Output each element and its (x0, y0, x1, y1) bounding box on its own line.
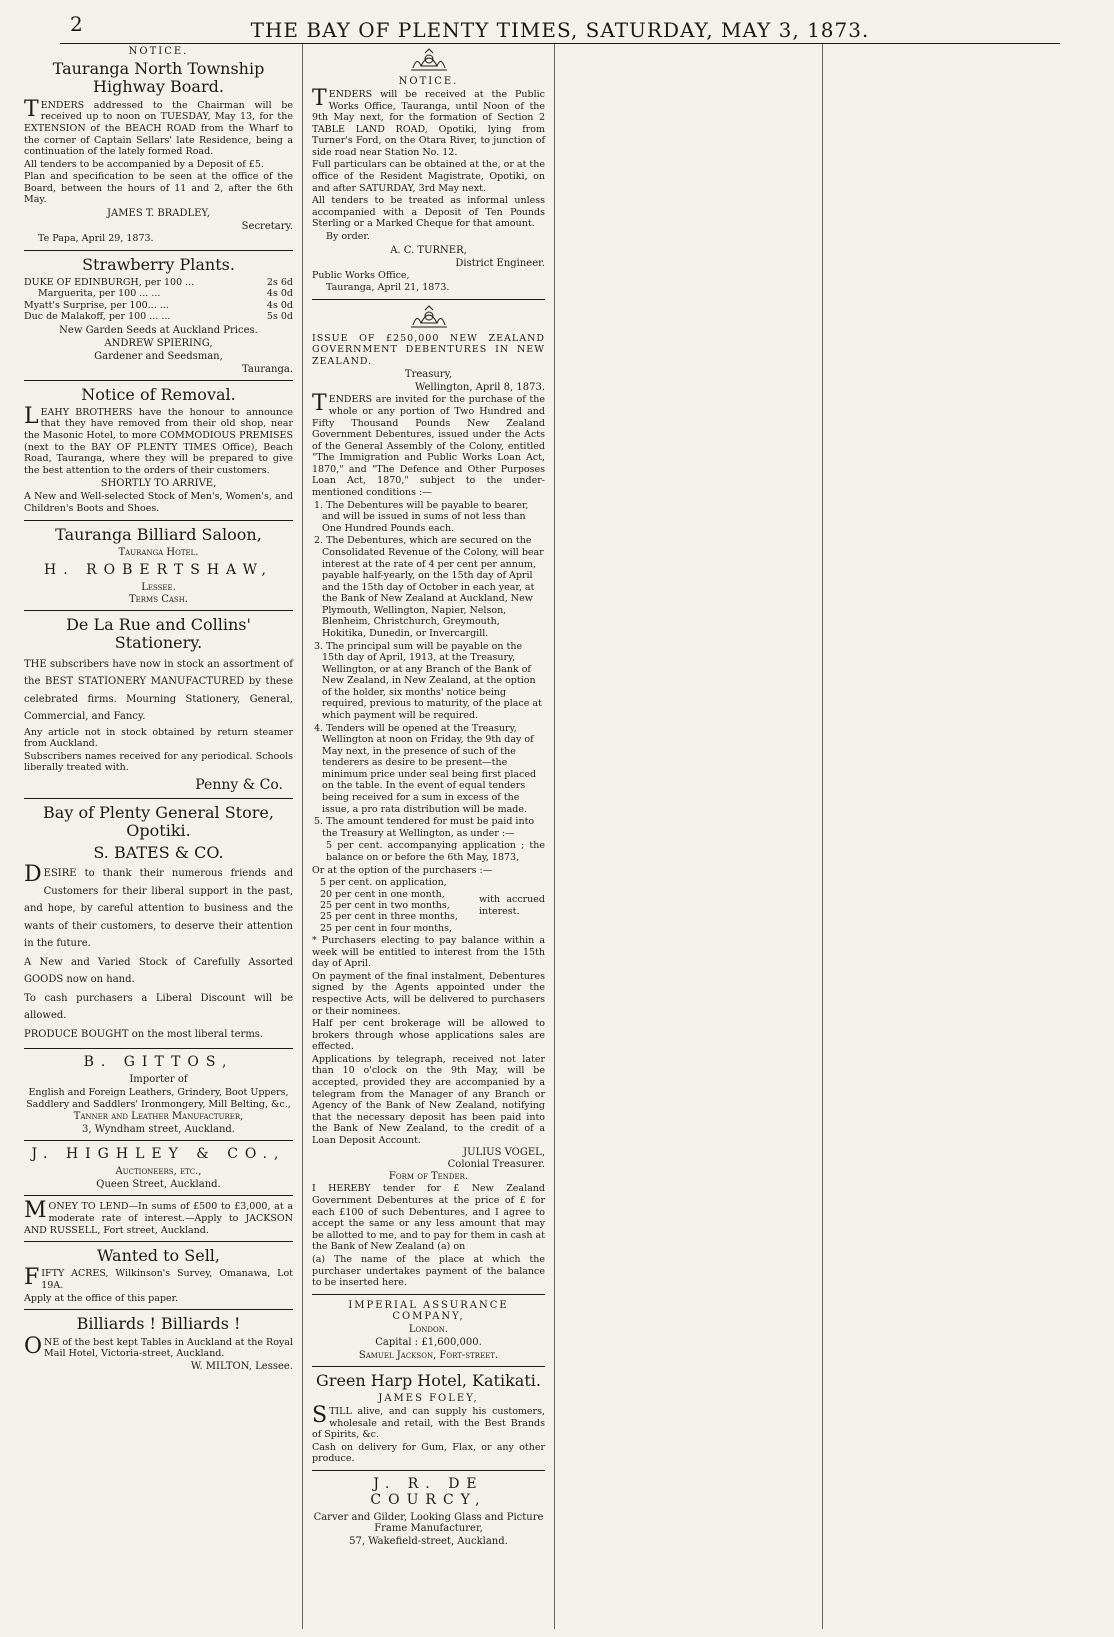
ad-title: Notice of Removal. (81, 384, 236, 404)
option-item: 5 per cent. on application, (320, 877, 447, 889)
item-price: 4s 0d (266, 288, 293, 300)
signer: Penny & Co. (195, 777, 283, 794)
ad-title: Tauranga Billiard Saloon, (55, 524, 262, 544)
ad-body: STILL alive, and can supply his customers, wholesale and retail, with the Best Brands of Spirits, &c. (312, 1403, 545, 1441)
strawberry-plants-ad (24, 256, 293, 375)
price-row (24, 311, 293, 322)
notice-body: Full particulars can be obtained at the, or at the office of the Resident Magistrate, Opotiki, on and after SATURDAY, 3rd May next. (312, 159, 545, 194)
terms: Terms Cash. (129, 593, 188, 605)
notice-body: TENDERS will be received at the Public Works Office, Tauranga, until Noon of the 9th May next, for the formation of Section 2 TABLE LAND ROAD, Opotiki, lying from Turner's Ford, on the Otara River, to junction of side road near Station No. 12. (312, 86, 545, 158)
option-item: 25 per cent in three months, (320, 911, 458, 923)
condition: 3. The principal sum will be payable on the 15th day of April, 1913, at the Treasury, Wellington, or at any Branch of the Bank of New Zealand, in New Zealand, at the option of the holder, six months' notice being required, previous to maturity, of the place at which payment will be required. (314, 640, 542, 722)
dateline: Te Papa, April 29, 1873. (38, 232, 154, 244)
firm-name: B. GITTOS, (83, 1054, 234, 1071)
divider (24, 250, 293, 251)
ad-title: De La Rue and Collins' Stationery. (66, 614, 251, 653)
option-item: 25 per cent in four months, (320, 922, 453, 934)
notice-body: On payment of the final instalment, Debentures signed by the Agents appointed under the respective Acts, will be delivered to purchasers or their nominees. (312, 970, 545, 1017)
item-price: 4s 0d (266, 299, 293, 311)
form-note: (a) The name of the place at which the purchaser undertakes payment of the balance to be inserted here. (312, 1253, 545, 1289)
ad-body: FIFTY ACRES, Wilkinson's Survey, Omanawa, Lot 19A. (24, 1265, 293, 1292)
billiards-ad (24, 1315, 293, 1372)
condition: 5. The amount tendered for must be paid into the Treasury at Wellington, as under :— (314, 816, 535, 839)
ad-line: Tanner and Leather Manufacturer, (73, 1111, 244, 1123)
column-2 (302, 44, 554, 1629)
ad-title: Green Harp Hotel, Katikati. (316, 1370, 541, 1390)
column-3 (554, 44, 822, 1629)
ad-body: PRODUCE BOUGHT on the most liberal terms. (24, 1028, 264, 1040)
money-to-lend-ad (24, 1198, 293, 1236)
ad-title: Wanted to Sell, (96, 1246, 221, 1266)
capital: Capital : £1,600,000. (375, 1336, 482, 1348)
table-land-road-notice (312, 76, 545, 294)
column-1 (15, 44, 302, 1629)
de-courcy-ad (312, 1476, 545, 1547)
option-item: 20 per cent in one month, (320, 888, 445, 900)
notice-body: * Purchasers electing to pay balance within a week will be entitled to interest from the 15th day of April. (312, 935, 545, 970)
notice-label: NOTICE. (128, 46, 189, 57)
item-name: Duc de Malakoff, per 100 ... ... (24, 311, 171, 323)
item-price: 5s 0d (266, 311, 293, 323)
wanted-to-sell-ad (24, 1247, 293, 1304)
signer: JULIUS VOGEL, (463, 1147, 545, 1159)
signer-title: Gardener and Seedsman, (94, 350, 223, 362)
notice-body: TENDERS addressed to the Chairman will be received up to noon on TUESDAY, May 13, for the EXTENSION of the BEACH ROAD from the Wharf to the corner of Captain Sellars' late Residence, being a continuation of the lately formed Road. (24, 96, 293, 158)
divider (24, 1048, 293, 1049)
divider (24, 380, 293, 381)
ad-line: Carver and Gilder, Looking Glass and Picture Frame Manufacturer, (313, 1511, 544, 1534)
signer: A. C. TURNER, (390, 244, 467, 256)
notice-body: All tenders to be accompanied by a Deposit of £5. (24, 158, 264, 170)
firm-name: J. R. DE COURCY, (370, 1475, 487, 1508)
ad-line: Importer of (129, 1074, 188, 1086)
signer: JAMES T. BRADLEY, (107, 207, 210, 219)
price-row (24, 277, 293, 288)
divider (312, 299, 545, 300)
signer: W. MILTON, Lessee. (190, 1360, 293, 1372)
ad-note: New Garden Seeds at Auckland Prices. (59, 324, 258, 336)
ad-title: Bay of Plenty General Store, Opotiki. (43, 803, 274, 841)
ad-body: To cash purchasers a Liberal Discount will be allowed. (24, 992, 293, 1022)
agent: Samuel Jackson, Fort-street. (358, 1349, 499, 1361)
signer-title: Secretary. (241, 220, 293, 232)
price-row (24, 300, 293, 311)
notice-title: Tauranga North Township Highway Board. (52, 59, 265, 97)
divider (312, 1294, 545, 1295)
ad-body: MONEY TO LEND—In sums of £500 to £3,000, at a moderate rate of interest.—Apply to JACKSON AND RUSSELL, Fort street, Auckland. (24, 1198, 293, 1236)
option-item: 25 per cent in two months, (320, 899, 450, 911)
general-store-ad (24, 804, 293, 1043)
stationery-ad (24, 616, 293, 793)
imperial-assurance-ad (312, 1300, 545, 1361)
ad-subhead: SHORTLY TO ARRIVE, (100, 478, 217, 490)
divider (312, 1366, 545, 1367)
item-name: Marguerita, per 100 ... ... (38, 288, 161, 300)
ad-title: IMPERIAL ASSURANCE COMPANY, (348, 1299, 509, 1322)
ad-body: Any article not in stock obtained by return steamer from Auckland. (24, 726, 293, 750)
ad-line: 57, Wakefield-street, Auckland. (349, 1535, 508, 1547)
proprietor-name: JAMES FOLEY, (378, 1393, 479, 1405)
paper-title: THE BAY OF PLENTY TIMES, SATURDAY, MAY 3, 1873. (250, 18, 870, 42)
ad-body: Apply at the office of this paper. (24, 1292, 179, 1304)
office: Public Works Office, (312, 269, 410, 281)
notice-title: ISSUE OF £250,000 NEW ZEALAND GOVERNMENT DEBENTURES IN NEW ZEALAND. (312, 332, 545, 367)
ad-subtitle: London. (408, 1323, 449, 1335)
dateline: Wellington, April 8, 1873. (415, 382, 545, 394)
green-harp-hotel-ad (312, 1372, 545, 1465)
notice-body: Applications by telegraph, received not later than 10 o'clock on the 9th May, will be accepted, provided they are accompanied by a telegram from the Manager of any Branch or Agency of the Bank of New Zealand, notifying that the necessary deposit has been paid into the Bank of New Zealand, to the credit of a Loan Deposit Account. (312, 1053, 545, 1146)
ad-line: 3, Wyndham street, Auckland. (82, 1124, 235, 1136)
billiard-saloon-ad (24, 526, 293, 605)
option-note: with accrued interest. (479, 894, 545, 917)
ad-body: THE subscribers have now in stock an assortment of the BEST STATIONERY MANUFACTURED by these celebrated firms. Mourning Stationery, General, Commercial, and Fancy. (24, 658, 293, 723)
item-name: DUKE OF EDINBURGH, per 100 ... (24, 276, 195, 288)
ad-body: ONE of the best kept Tables in Auckland at the Royal Mail Hotel, Victoria-street, Auckland. (24, 1333, 293, 1360)
notice-body: By order. (326, 230, 370, 242)
notice-body: All tenders to be treated as informal unless accompanied with a Deposit of Ten Pounds Sterling or a Marked Cheque for that amount. (312, 195, 545, 230)
removal-notice (24, 386, 293, 515)
ad-body: DESIRE to thank their numerous friends and Customers for their liberal support in the past, and hope, by careful attention to business and the wants of their customers, to deserve their attention in the future. (24, 862, 293, 950)
masthead (60, 10, 1060, 44)
ad-line: English and Foreign Leathers, Grindery, Boot Uppers, Saddlery and Saddlers' Ironmongery, Mill Belting, &c., (26, 1087, 291, 1110)
ad-subtitle: Tauranga Hotel. (118, 546, 199, 558)
signer: ANDREW SPIERING, (104, 337, 213, 349)
ad-line: Queen Street, Auckland. (96, 1179, 221, 1191)
firm-name: J. HIGHLEY & CO., (31, 1146, 286, 1163)
column-4 (822, 44, 1104, 1629)
highway-board-notice (24, 46, 293, 245)
signer-title: Colonial Treasurer. (447, 1159, 545, 1171)
notice-body: Half per cent brokerage will be allowed to brokers through whose applications sales are effected. (312, 1018, 545, 1053)
signer-title: District Engineer. (455, 257, 545, 269)
proprietor-name: H. ROBERTSHAW, (43, 561, 273, 578)
ad-body: LEAHY BROTHERS have the honour to announce that they have removed from their old shop, near the Masonic Hotel, to more COMMODIOUS PREMISES (next to the BAY OF PLENTY TIMES Office), Beach Road, Tauranga, where they will be prepared to give the best attention to the orders of their customers. (24, 403, 293, 476)
proprietor-role: Lessee. (141, 581, 176, 593)
divider (24, 520, 293, 521)
ad-body: A New and Varied Stock of Carefully Assorted GOODS now on hand. (24, 956, 293, 986)
ad-body: Cash on delivery for Gum, Flax, or any other produce. (312, 1441, 545, 1465)
condition-detail: 5 per cent. accompanying application ; the balance on or before the 6th May, 1873, (326, 840, 545, 863)
notice-label: NOTICE. (398, 76, 459, 87)
royal-crest-icon (312, 48, 545, 74)
ad-line: Auctioneers, etc., (115, 1166, 202, 1178)
item-price: 2s 6d (266, 276, 293, 288)
divider (24, 610, 293, 611)
option-intro: Or at the option of the purchasers :— (312, 864, 493, 876)
divider (24, 1195, 293, 1196)
price-row (38, 288, 293, 299)
condition: 1. The Debentures will be payable to bearer, and will be issued in sums of not less than One Hundred Pounds each. (314, 499, 529, 534)
ad-title: Strawberry Plants. (82, 254, 235, 274)
place: Tauranga. (241, 363, 293, 375)
form-title: Form of Tender. (388, 1171, 469, 1183)
divider (24, 1140, 293, 1141)
firm-name: S. BATES & CO. (93, 842, 224, 862)
ad-title: Billiards ! Billiards ! (76, 1314, 241, 1334)
divider (24, 1241, 293, 1242)
option-list (312, 877, 545, 934)
royal-crest-icon (312, 305, 545, 331)
office: Treasury, (404, 369, 453, 381)
condition: 4. Tenders will be opened at the Treasury, Wellington at noon on Friday, the 9th day of May next, in the presence of such of the tenderers as desire to be present—the minimum price under seal being first placed on the table. In the event of equal tenders being received for a sum in excess of the issue, a pro rata distribution will be made. (314, 722, 537, 815)
divider (312, 1470, 545, 1471)
notice-body: TENDERS are invited for the purchase of the whole or any portion of Two Hundred and Fifty Thousand Pounds New Zealand Government Debentures, issued under the Acts of the General Assembly of the Colony, entitled "The Immigration and Public Works Loan Act, 1870," and "The Defence and Other Purposes Loan Act, 1870," subject to the under-mentioned conditions :— (312, 391, 545, 499)
form-body: I HEREBY tender for £ New Zealand Government Debentures at the price of £ for each £100 of such Debentures, and I agree to accept the same or any less amount that may be allotted to me, and to pay for them in cash at the Bank of New Zealand (a) on (312, 1183, 545, 1253)
divider (24, 1309, 293, 1310)
item-name: Myatt's Surprise, per 100... ... (24, 299, 169, 311)
highley-ad (24, 1146, 293, 1190)
debentures-notice (312, 333, 545, 1289)
page-number: 2 (70, 12, 83, 36)
ad-body: Subscribers names received for any periodical. Schools liberally treated with. (24, 750, 293, 774)
gittos-ad (24, 1054, 293, 1135)
ad-body: A New and Well-selected Stock of Men's, Women's, and Children's Boots and Shoes. (24, 491, 293, 514)
notice-body: Plan and specification to be seen at the office of the Board, between the hours of 11 and 2, after the 6th May. (24, 171, 293, 206)
dateline: Tauranga, April 21, 1873. (326, 282, 450, 294)
condition: 2. The Debentures, which are secured on the Consolidated Revenue of the Colony, will bear interest at the rate of 4 per cent per annum, payable half-yearly, on the 15th day of April and the 15th day of October in each year, at the Bank of New Zealand at Auckland, New Plymouth, Wellington, Napier, Nelson, Blenheim, Christchurch, Greymouth, Hokitika, Dunedin, or Invercargill. (314, 535, 544, 639)
divider (24, 798, 293, 799)
